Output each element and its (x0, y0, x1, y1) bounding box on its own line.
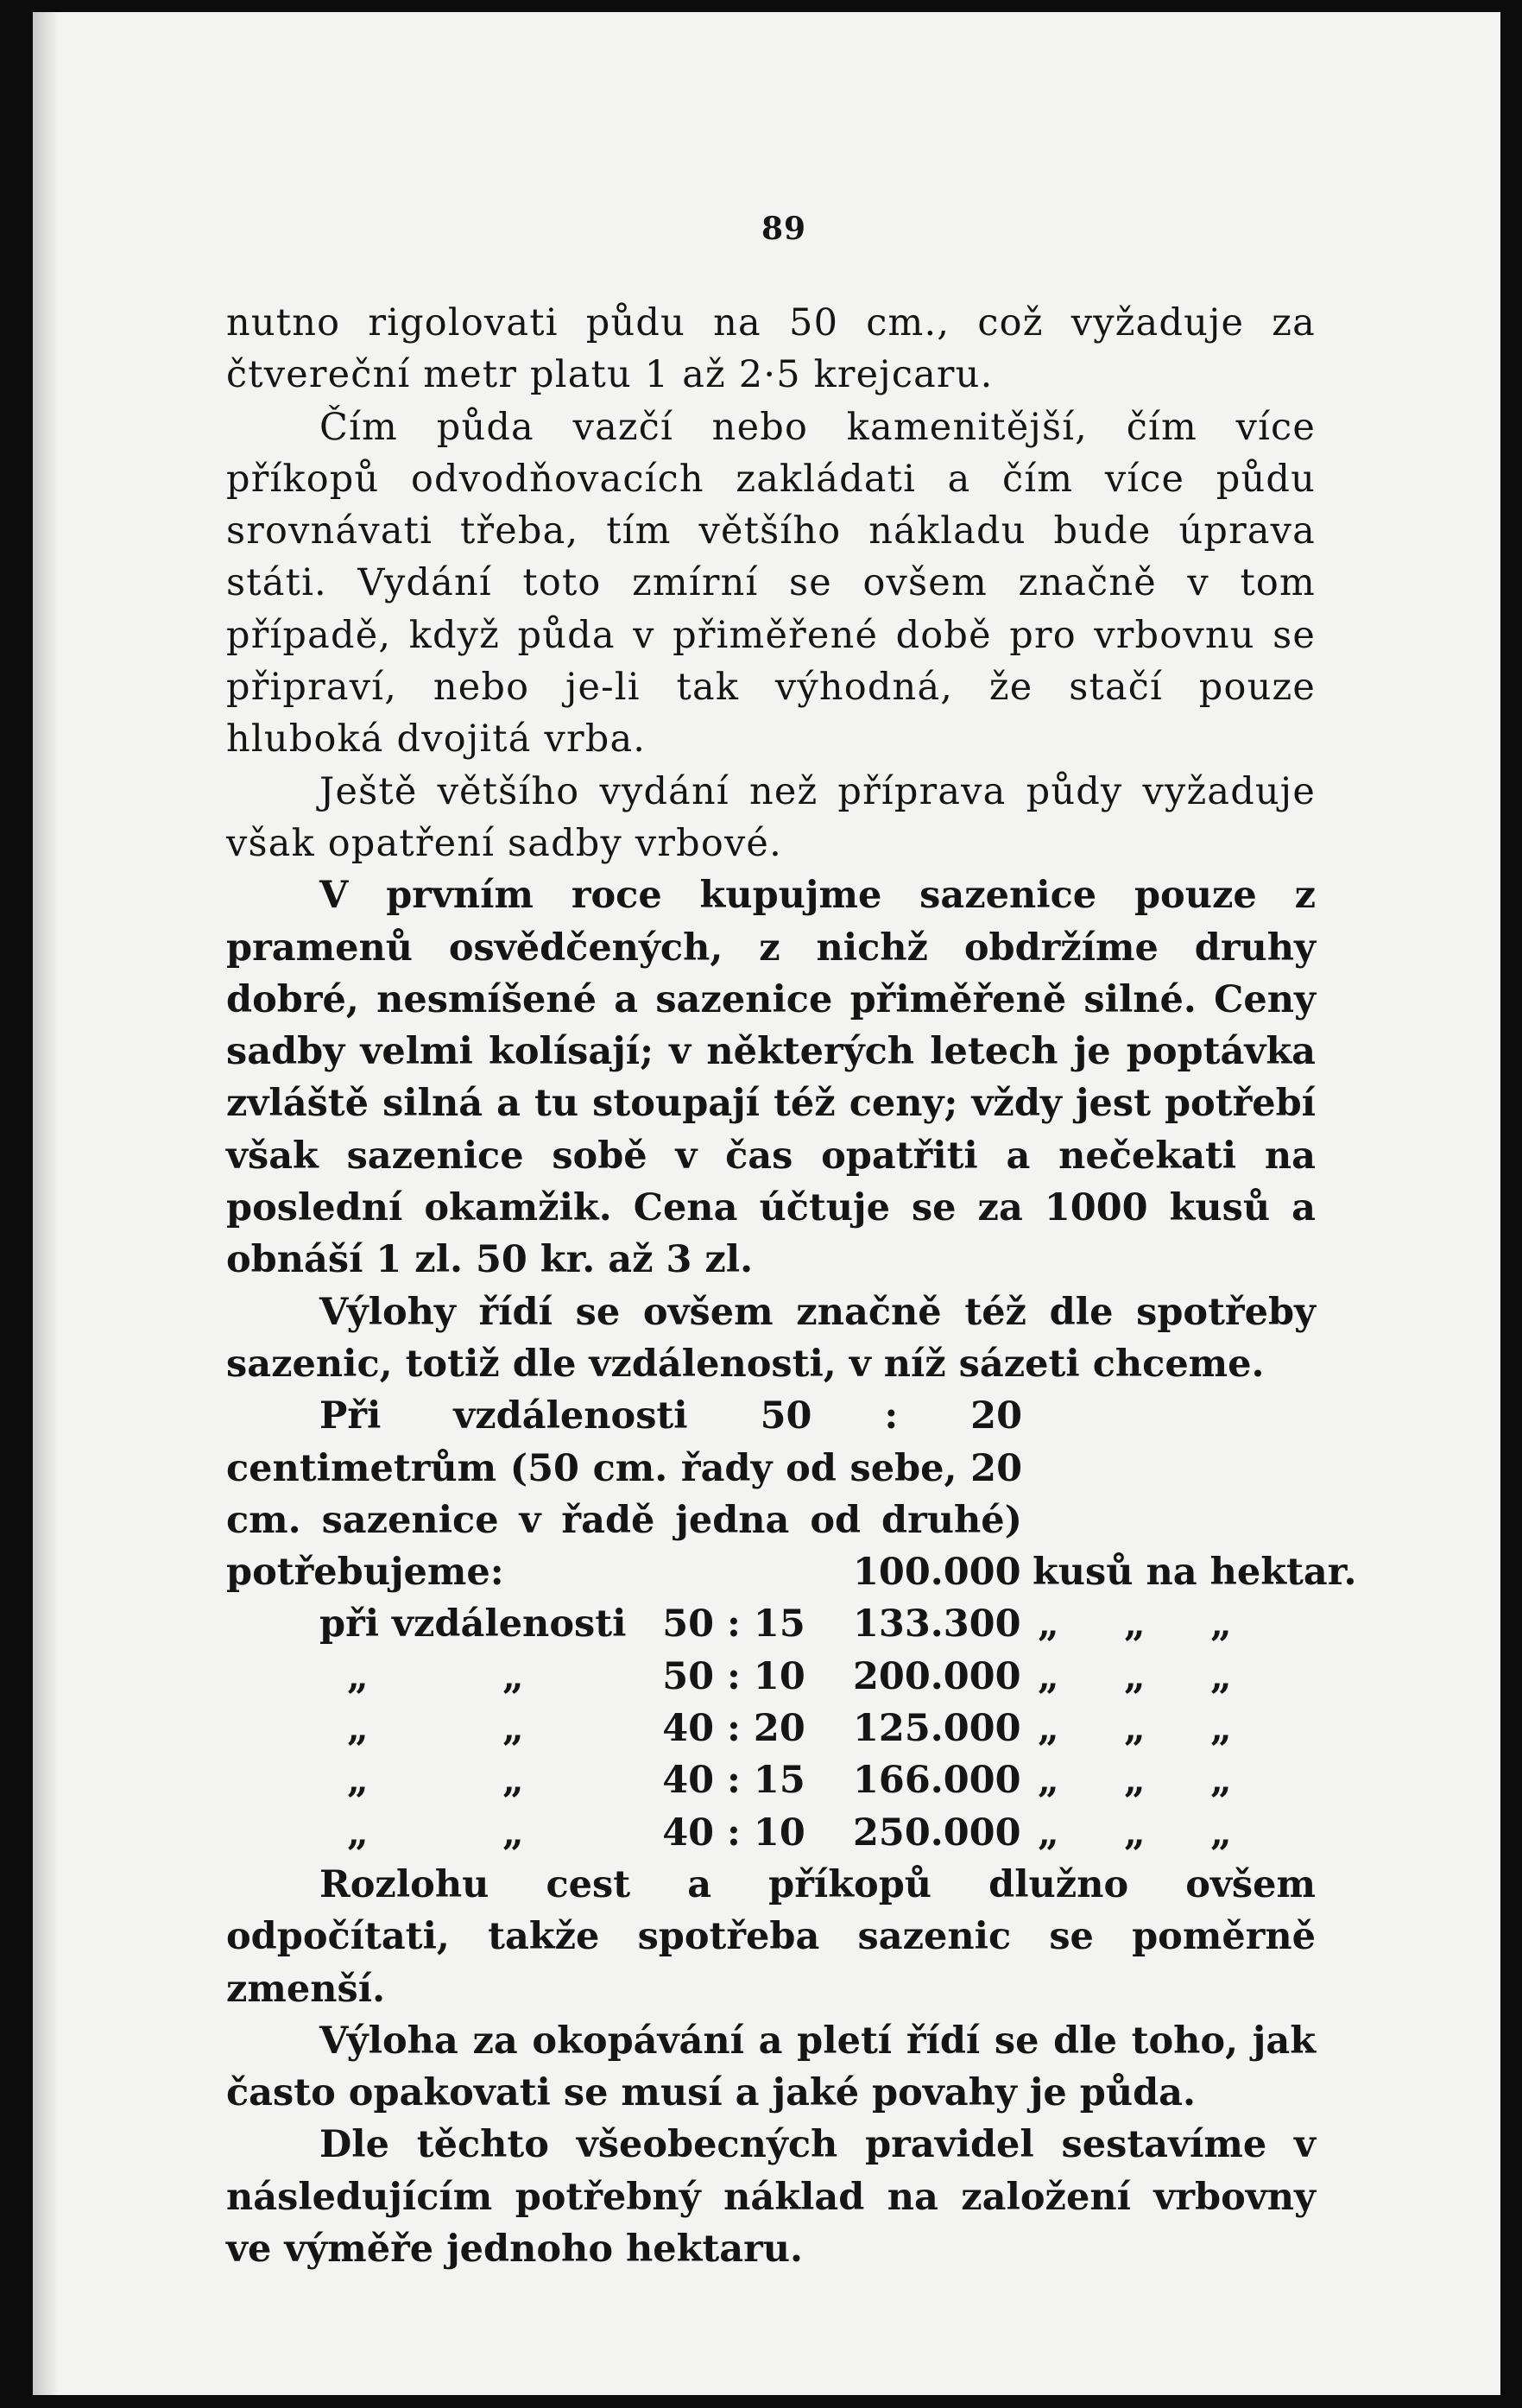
ditto-mark: „ (1124, 1654, 1146, 1698)
ditto-mark: „ (347, 1654, 369, 1698)
table-row (226, 1703, 1316, 1754)
table-row (226, 1754, 1316, 1806)
table-row (226, 1651, 1316, 1703)
table-number: 166.000 (853, 1759, 1021, 1803)
paragraph-8: Výloha za okopávání a pletí řídí se dle toho, jak často opakovati se musí a jaké povahy je půda. (226, 2019, 1316, 2115)
ditto-mark: „ (1124, 1602, 1146, 1646)
table-ratio: 40 : 15 (662, 1759, 805, 1803)
ditto-mark: „ (502, 1654, 524, 1698)
table-number: 100.000 (853, 1551, 1021, 1595)
table-ratio: 40 : 10 (662, 1811, 805, 1855)
paragraph-2: Čím půda vazčí nebo kamenitější, čím více příkopů odvodňovacích zakládati a čím více půdu srovnávati třeba, tím většího nákladu bude úprava státi. Vydání toto zmírní se ovšem značně v tom případě, když půda v přiměřené době pro vrbovnu se připraví, nebo je-li tak výhodná, že stačí pouze hluboká dvojitá vrba. (226, 405, 1316, 762)
ditto-mark: „ (502, 1811, 524, 1855)
ditto-mark: „ (347, 1759, 369, 1803)
ditto-mark: „ (1210, 1654, 1232, 1698)
ditto-mark: „ (1210, 1811, 1232, 1855)
book-page (33, 12, 1500, 2395)
table-ratio: 40 : 20 (662, 1707, 805, 1751)
paragraph-7: Rozlohu cest a příkopů dlužno ovšem odpočítati, takže spotřeba sazenic se poměrně zmenší. (226, 1862, 1316, 2011)
table-row (226, 1807, 1316, 1859)
ditto-mark: „ (1038, 1602, 1059, 1646)
paragraph-4: V prvním roce kupujme sazenice pouze z pramenů osvědčených, z nichž obdržíme druhy dobré, nesmíšené a sazenice přiměřeně silné. Ceny sadby velmi kolísají; v některých letech je poptávka zvláště silná a tu stoupají též ceny; vždy jest potřebí však sazenice sobě v čas opatřiti a nečekati na poslední okamžik. Cena účtuje se za 1000 kusů a obnáší 1 zl. 50 kr. až 3 zl. (226, 874, 1316, 1282)
left-edge-shadow (33, 12, 59, 2395)
table-row (226, 1546, 1357, 1598)
ditto-mark: „ (1038, 1654, 1059, 1698)
paragraph-1: nutno rigolovati půdu na 50 cm., což vyžaduje za čtvereční metr platu 1 až 2·5 krejcaru. (226, 301, 1316, 397)
paragraph-6: Při vzdálenosti 50 : 20 centimetrům (50 cm. řady od sebe, 20 cm. sazenice v řadě jedna od druhé) potřebujeme: (226, 1394, 1022, 1595)
table-label: při vzdálenosti (319, 1602, 627, 1646)
table-number: 200.000 (853, 1654, 1021, 1698)
ditto-mark: „ (1124, 1811, 1146, 1855)
table-number: 250.000 (853, 1811, 1021, 1855)
paragraph-5: Výlohy řídí se ovšem značně též dle spotřeby sazenic, totiž dle vzdálenosti, v níž sázeti chceme. (226, 1290, 1316, 1386)
ditto-mark: „ (1038, 1759, 1059, 1803)
table-number: 133.300 (853, 1602, 1021, 1646)
body-text (226, 297, 1357, 2275)
ditto-mark: „ (1210, 1707, 1232, 1751)
ditto-mark: „ (1038, 1811, 1059, 1855)
paragraph-3: Ještě většího vydání než příprava půdy vyžaduje však opatření sadby vrbové. (226, 769, 1316, 865)
ditto-mark: „ (1038, 1707, 1059, 1751)
ditto-mark: „ (1210, 1602, 1232, 1646)
ditto-mark: „ (1124, 1759, 1146, 1803)
table-ratio: 50 : 15 (662, 1602, 805, 1646)
ditto-mark: „ (502, 1707, 524, 1751)
table-row (226, 1598, 1316, 1650)
ditto-mark: „ (1124, 1707, 1146, 1751)
table-unit: kusů na hektar. (1033, 1551, 1357, 1595)
ditto-mark: „ (1210, 1759, 1232, 1803)
page-number: 89 (761, 211, 807, 247)
table-ratio: 50 : 10 (662, 1654, 805, 1698)
ditto-mark: „ (502, 1759, 524, 1803)
ditto-mark: „ (347, 1707, 369, 1751)
paragraph-9: Dle těchto všeobecných pravidel sestavíme v následujícím potřebný náklad na založení vrbovny ve výměře jednoho hektaru. (226, 2123, 1316, 2271)
ditto-mark: „ (347, 1811, 369, 1855)
table-number: 125.000 (853, 1707, 1021, 1751)
